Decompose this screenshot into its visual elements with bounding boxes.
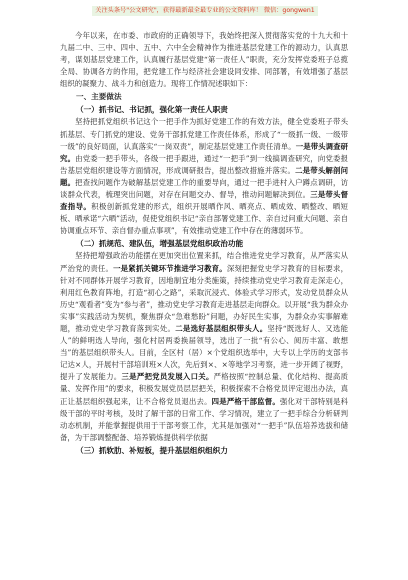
paragraph-text: 深刻把握党史学习教育的目标要求，针对不同群体开展学习教育，因地制宜地分类施策，持续推动党史学习教育走深走心，利用红色教育阵地，打造“初心之路”，采取沉浸式、体验式学习形式，发动党员群众从历史“观看者”变为“参与者”，推动党史学习教育走进基层走向群众。以开展“我为群众办实事”实践活动为契机，聚焦群众“急难愁盼”问题，办好民生实事，为群众办实事解难题，推动党史学习教育落到实处。 xyxy=(60,263,348,333)
subsection-heading: （三）抓软肋、补短板，提升基层组织组织力 xyxy=(76,445,228,455)
paragraph xyxy=(60,116,348,237)
bold-point: 三是严把党员发展入口关。 xyxy=(121,372,214,382)
bold-point: 二是带头解剖问题。 xyxy=(60,165,348,187)
paragraph-text: 严格按照“控制总量、优化结构、提高质量、发挥作用”的要求，积极发展党员层层把关，积极探索不合格党员评定退出办法，真正让基层组织强起来，让不合格党员退出去。 xyxy=(60,372,348,406)
bold-point: 四是严格干部监督。 xyxy=(211,396,280,406)
bold-point: 三是带头督查指导。 xyxy=(60,190,348,212)
paragraph-text: 由党委一把手带头，各级一把手跟进，通过“一把手”到一线搞调查研究，向党委报告基层党组织建设等方面情况，形成调研报告，提出整改措施并落实。 xyxy=(60,153,348,175)
bold-point: 一是带头调查研究。 xyxy=(60,141,348,163)
paragraph-text: 坚持把抓党组织书记这个一把手作为抓好党建工作的有效方法，健全党委班子带头抓基层、专门抓党的建设、党务干部抓党建工作责任体系，形成了“一级抓一级、一级带一级”的良好局面，认真落实“一岗双责”，制定基层党建工作责任清单。 xyxy=(60,117,348,151)
subsection-heading: （二）抓规范、建队伍，增强基层党组织政治功能 xyxy=(76,239,244,249)
paragraph-text: 积极创新抓党建的形式，组织开展晒作风、晒亮点、晒成效、晒整改、晒短板、晒承诺“六晒”活动，促使党组织书记“亲自部署党建工作、亲自过问重大问题、亲自协调重点环节、亲自督办重点事项”，有效推动党建工作中存在的薄弱环节。 xyxy=(60,202,348,236)
paragraph xyxy=(60,250,348,444)
paragraph-text: 坚持把增强政治功能摆在更加突出位置来抓，结合推进党史学习教育，从严落实从严治党的责任。 xyxy=(60,251,348,273)
paragraph-text: 坚持“既选好人、又选能人”的鲜明选人导向，强化村居两委换届领导，选出了一批“有公心、阅历丰富、敢想当”的基层组织带头人。目前，全区村（居）×个党组织选举中，大专以上学历的支部书记达×人，开展村干部培训班×人次，先后到×、×等地学习考察，进一步开阔了视野，提升了发展能力。 xyxy=(60,323,348,382)
paragraph-text: 强化对干部特别是科级干部的平时考核，及时了解干部的日常工作、学习情况，建立了一把手综合分析研判动态机制，并能掌握提供用于干部考察工作，尤其是加强对“一把手”队伍培养选拔和储备，为干部调整配备、培养锻炼提供科学依据 xyxy=(60,396,348,442)
header-banner: 关注头条号"公文研究"，获得最新最全最专业的公文资料库！ 微信：gongwen1 xyxy=(92,6,318,16)
document-body xyxy=(60,30,348,457)
bold-point: 二是选好基层组织带头人。 xyxy=(175,323,268,333)
intro-paragraph: 今年以来，在市委、市政府的正确领导下，我始终把深入贯彻落实党的十九大和十九届二中、三中、四中、五中、六中全会精神作为推进基层党建工作的源动力，认真思考，谋划基层党建工作，认真履行基层党建“第一责任人”职责，充分发挥党委班子总揽全局、协调各方的作用，把党建工作与经济社会建设同安排、同部署，有效增强了基层组织的凝聚力、战斗力和创造力。现将工作情况述职如下： xyxy=(60,31,348,89)
subsection-heading: （一）抓书记、书记抓，强化第一责任人职责 xyxy=(76,105,228,115)
section-heading: 一、主要做法 xyxy=(76,92,122,102)
paragraph-text: 把查找问题作为破解基层党建工作的重要导向，通过一把手进村入户蹲点调研，访谈群众代表，梳理突出问题，对存在问题交办、督导，推动问题解决到位。 xyxy=(60,177,348,200)
bold-point: 一是紧抓关键环节推进学习教育。 xyxy=(113,263,227,273)
